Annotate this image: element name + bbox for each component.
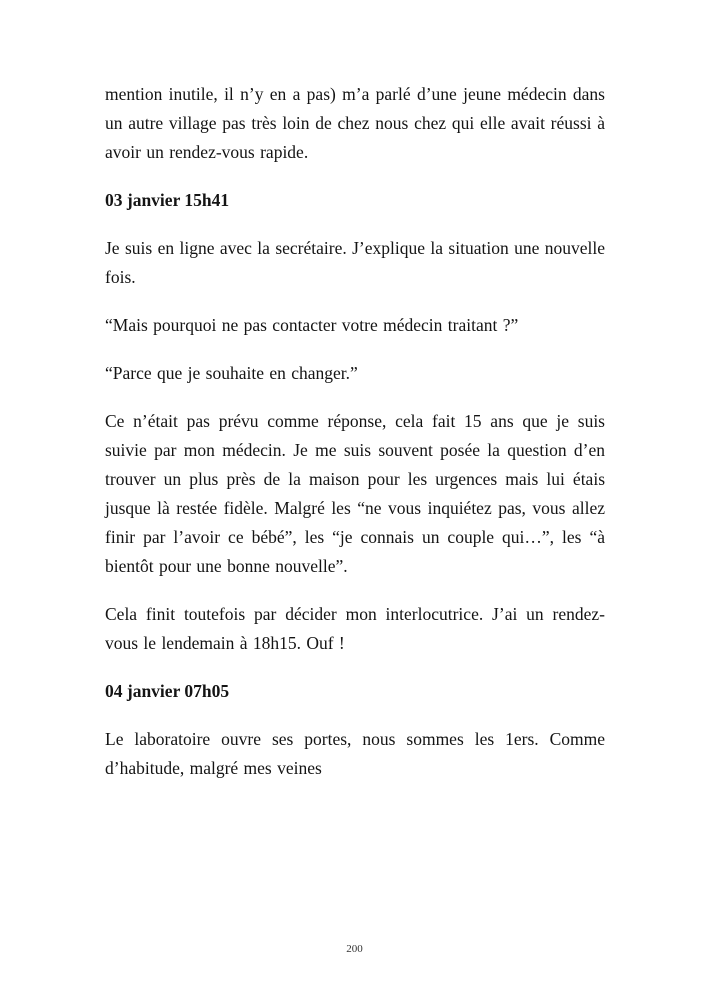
section-heading-03-janvier: 03 janvier 15h41	[105, 190, 230, 210]
paragraph-quote: “Mais pourquoi ne pas contacter votre médecin traitant ?”	[105, 315, 519, 335]
page-number: 200	[346, 943, 363, 955]
paragraph: Je suis en ligne avec la secrétaire. J’explique la situation une nouvelle fois.	[105, 238, 605, 287]
paragraph: Le laboratoire ouvre ses portes, nous sommes les 1ers. Comme d’habitude, malgré mes veines	[105, 729, 605, 778]
text-block	[105, 80, 605, 802]
paragraph: Cela finit toutefois par décider mon interlocutrice. J’ai un rendez-vous le lendemain à 18h15. Ouf !	[105, 604, 605, 653]
paragraph-continuation: mention inutile, il n’y en a pas) m’a parlé d’une jeune médecin dans un autre village pas très loin de chez nous chez qui elle avait réussi à avoir un rendez-vous rapide.	[105, 84, 605, 162]
paragraph: Ce n’était pas prévu comme réponse, cela fait 15 ans que je suis suivie par mon médecin. Je me suis souvent posée la question d’en trouver un plus près de la maison pour les urgences mais lui étais jusque là restée fidèle. Malgré les “ne vous inquiétez pas, vous allez finir par l’avoir ce bébé”, les “je connais un couple qui…”, les “à bientôt pour une bonne nouvelle”.	[105, 411, 605, 576]
paragraph-quote: “Parce que je souhaite en changer.”	[105, 363, 358, 383]
section-heading-04-janvier: 04 janvier 07h05	[105, 681, 230, 701]
